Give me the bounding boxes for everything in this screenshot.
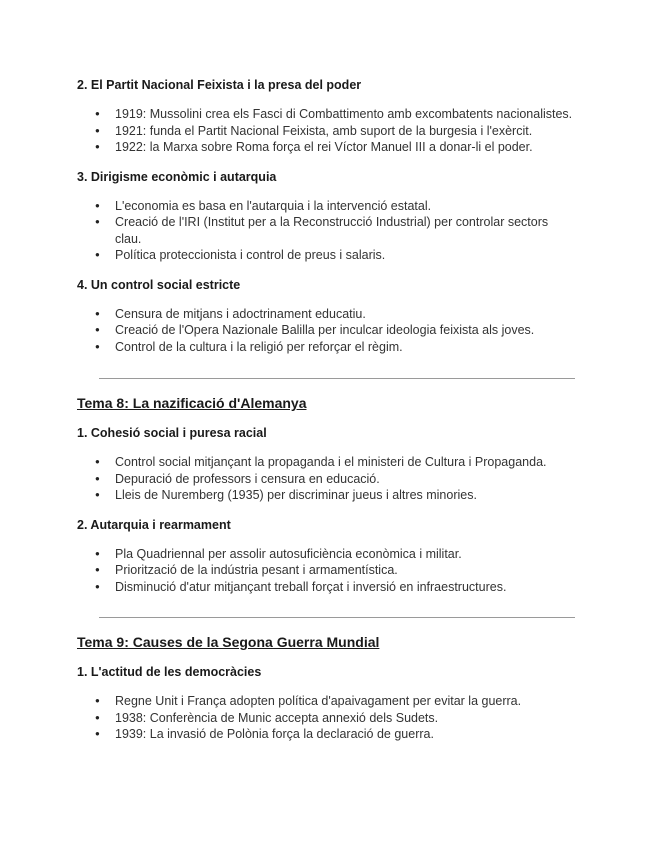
list-item: ● Creació de l'IRI (Institut per a la Reconstrucció Industrial) per controlar sectors clau. bbox=[77, 214, 577, 247]
topic-title: Tema 8: La nazificació d'Alemanya bbox=[77, 395, 307, 411]
section-heading: 3. Dirigisme econòmic i autarquia bbox=[77, 169, 277, 184]
list-item: ● L'economia es basa en l'autarquia i la intervenció estatal. bbox=[77, 198, 577, 215]
list-item: ● Política proteccionista i control de preus i salaris. bbox=[77, 247, 577, 264]
section-heading: 4. Un control social estricte bbox=[77, 277, 241, 292]
list-item: ● Lleis de Nuremberg (1935) per discriminar jueus i altres minories. bbox=[77, 487, 577, 504]
list-item: ● Censura de mitjans i adoctrinament educatiu. bbox=[77, 306, 577, 323]
list-item: ● 1939: La invasió de Polònia força la declaració de guerra. bbox=[77, 726, 577, 743]
bullet-list bbox=[77, 454, 577, 504]
topic-title: Tema 9: Causes de la Segona Guerra Mundial bbox=[77, 634, 380, 650]
bullet-list bbox=[77, 693, 577, 743]
list-item: ● Depuració de professors i censura en educació. bbox=[77, 471, 577, 488]
list-item: ● 1938: Conferència de Munic accepta annexió dels Sudets. bbox=[77, 710, 577, 727]
section-heading: 1. Cohesió social i puresa racial bbox=[77, 426, 267, 440]
divider bbox=[99, 378, 575, 379]
document-content bbox=[77, 70, 577, 743]
bullet-list bbox=[77, 198, 577, 264]
list-item: ● Creació de l'Opera Nazionale Balilla per inculcar ideologia feixista als joves. bbox=[77, 322, 577, 339]
list-item: ● Regne Unit i França adopten política d'apaivagament per evitar la guerra. bbox=[77, 693, 577, 710]
list-item: ● Control social mitjançant la propaganda i el ministeri de Cultura i Propaganda. bbox=[77, 454, 577, 471]
list-item: ● Disminució d'atur mitjançant treball forçat i inversió en infraestructures. bbox=[77, 579, 577, 596]
list-item: ● Control de la cultura i la religió per reforçar el règim. bbox=[77, 339, 577, 356]
list-item: ● 1922: la Marxa sobre Roma força el rei Víctor Manuel III a donar-li el poder. bbox=[77, 139, 577, 156]
section-heading: 1. L'actitud de les democràcies bbox=[77, 665, 262, 679]
bullet-list bbox=[77, 106, 577, 156]
section-heading: 2. El Partit Nacional Feixista i la presa del poder bbox=[77, 78, 362, 92]
bullet-list bbox=[77, 546, 577, 596]
bullet-list bbox=[77, 306, 577, 356]
divider bbox=[99, 617, 575, 618]
list-item: ● Priorització de la indústria pesant i armamentística. bbox=[77, 562, 577, 579]
list-item: ● Pla Quadriennal per assolir autosuficiència econòmica i militar. bbox=[77, 546, 577, 563]
list-item: ● 1919: Mussolini crea els Fasci di Combattimento amb excombatents nacionalistes. bbox=[77, 106, 577, 123]
section-heading: 2. Autarquia i rearmament bbox=[77, 517, 231, 532]
list-item: ● 1921: funda el Partit Nacional Feixista, amb suport de la burgesia i l'exèrcit. bbox=[77, 123, 577, 140]
